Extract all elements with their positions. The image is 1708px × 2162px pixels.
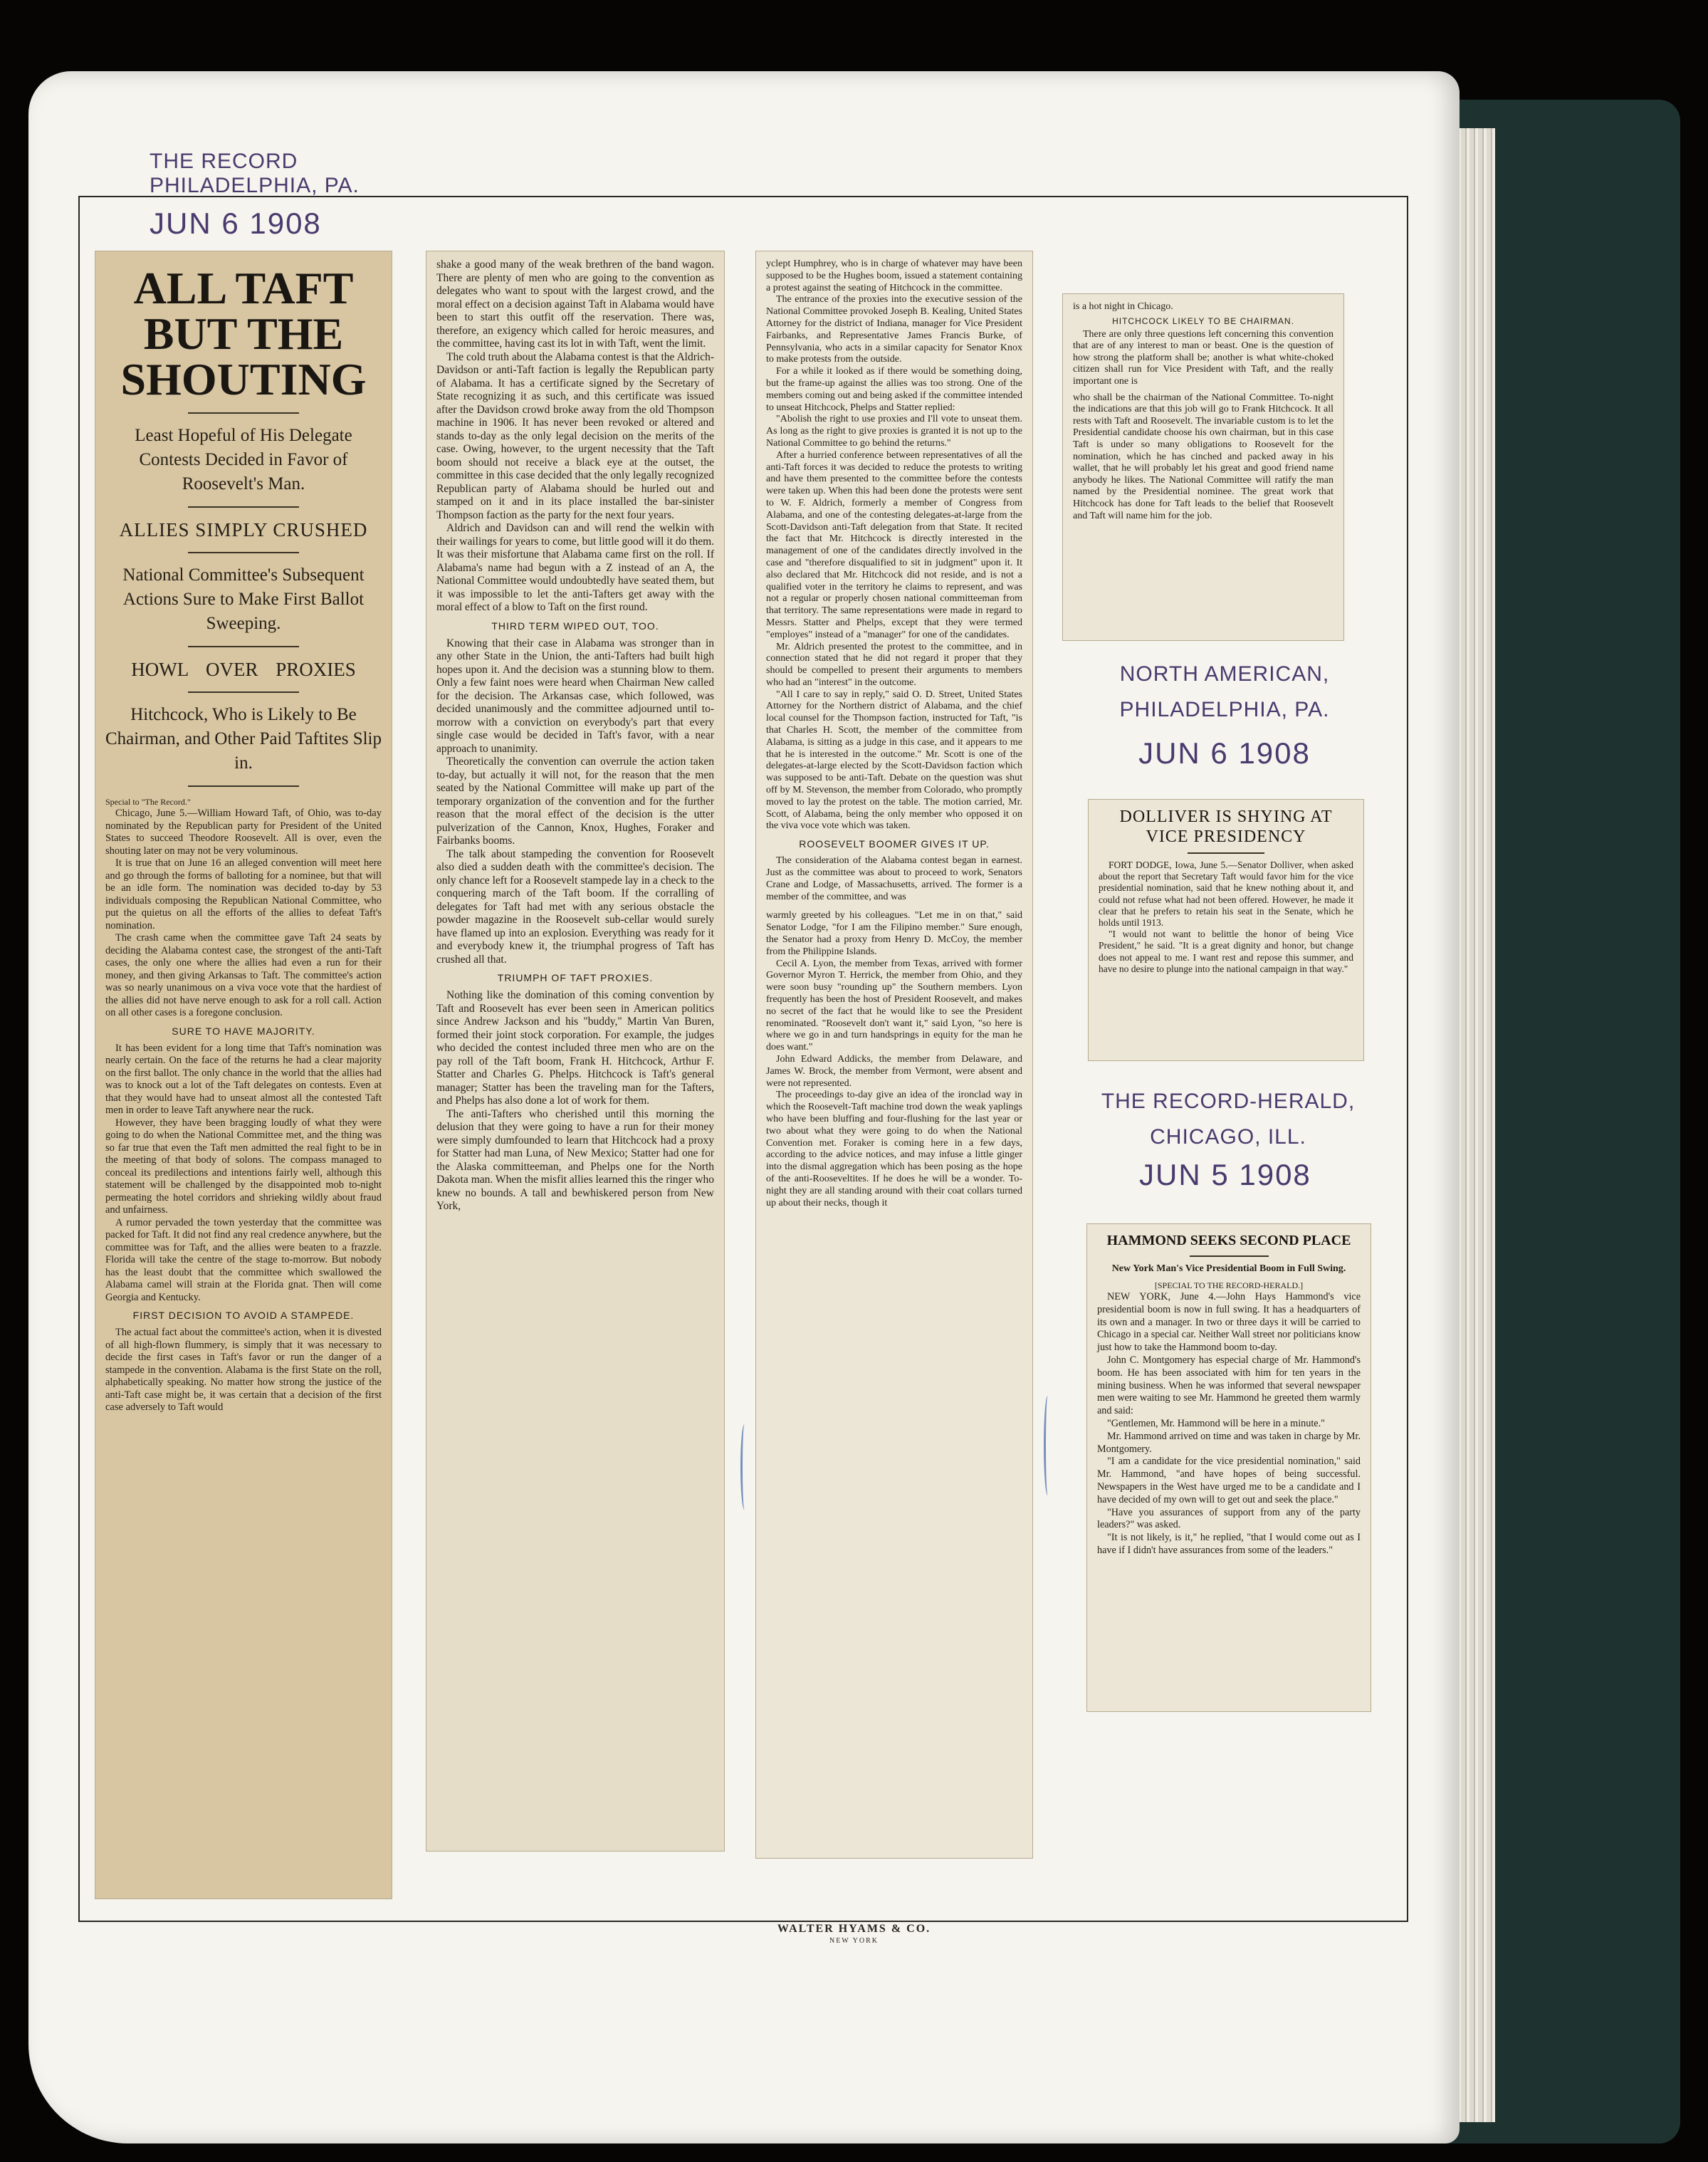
article-paragraph: yclept Humphrey, who is in charge of whatever may have been supposed to be the Hughes boom, issued a statement containing a protest against the seating of Hitchcock in the committee. xyxy=(766,258,1022,293)
clipping-column-3 xyxy=(755,251,1033,1859)
byline: [SPECIAL TO THE RECORD-HERALD.] xyxy=(1154,1280,1304,1290)
stamp-north-american xyxy=(1096,662,1353,772)
article-paragraph: The talk about stampeding the convention for Roosevelt also died a sudden death with the committee's decision. The only chance left for a Roosevelt stampede lay in a check to the conquering march of the Taft boom. If the corralling of delegates for Taft had met with any serious obstacle the powder magazine in the Roosevelt sub-cellar would surely have flamed up into an explosion. Everything was ready for it and everybody knew it, the triumphal progress of Taft has crushed all that. xyxy=(436,847,714,966)
publisher-imprint xyxy=(0,1923,1708,1945)
article-paragraph: "It is not likely, is it," he replied, "that I would come out as I have if I didn't have assurances from some of the leaders." xyxy=(1097,1532,1361,1556)
article-paragraph: It has been evident for a long time that Taft's nomination was nearly certain. On the face of the returns he had a clear majority on the first ballot. The only chance in the world that the allies had was to knock out a lot of the Taft delegates on contests. Even at that they would have had to unseat almost all the contested Taft men in order to leave Taft anywhere near the ruck. xyxy=(105,1042,382,1116)
article-paragraph: Aldrich and Davidson can and will rend the welkin with their wailings for years to come, but little good will it do them. It was their misfortune that Alabama came first on the roll. If Alabama's name had begun with a Z instead of an A, the National Committee would undoubtedly have seated them, but it was impossible to let the anti-Tafters get away with the moral effect of a blow to Taft on the first round. xyxy=(436,522,715,613)
article-paragraph: FORT DODGE, Iowa, June 5.—Senator Dolliver, when asked about the report that Secretary Taft would favor him for the vice presidential nomination, said that he knew nothing about it, and could not refuse what had not been offered. However, he made it clear that he prefers to retain his seat in the Senate, which he holds until 1913. xyxy=(1099,860,1353,929)
article-paragraph: There are only three questions left concerning this convention that are of any interest to man or beast. One is the question of how strong the platform shall be; another is what white-choked citizen shall run for Vice President with Taft, and the really important one is xyxy=(1073,328,1334,387)
article-paragraph: "I would not want to belittle the honor of being Vice President," he said. "It is a great dignity and honor, but change does not appeal to me. I want rest and repose this summer, and have no desire to plunge into the national campaign in that way." xyxy=(1099,929,1353,974)
stamp-date: JUN 5 1908 xyxy=(1139,1158,1311,1191)
divider xyxy=(1190,1255,1269,1257)
article-paragraph: "Gentlemen, Mr. Hammond will be here in a minute." xyxy=(1107,1417,1325,1429)
stamp-publication: THE RECORD-HERALD, xyxy=(1101,1090,1356,1113)
divider xyxy=(188,412,298,414)
stamp-city: PHILADELPHIA, PA. xyxy=(1119,698,1330,721)
stamp-record-herald xyxy=(1089,1090,1367,1194)
article-paragraph: shake a good many of the weak brethren of the band wagon. There are plenty of men who are going to the convention as delegates who want to spout with the largest crowd, and the moral effect on a decision against Taft in Alabama would have been to start this outfit off the reservation. There was, therefore, an exigency which called for heroic measures, and the committee, having cast its lot in with Taft, went the limit. xyxy=(436,258,714,350)
clipping-hammond xyxy=(1086,1223,1371,1712)
article-paragraph: warmly greeted by his colleagues. "Let me in on that," said Senator Lodge, "for I am the Filipino member." Sure enough, the Senator had a proxy from Henry D. McCoy, the member from the Philippine Islands. xyxy=(766,910,1022,957)
article-paragraph: Theoretically the convention can overrule the action taken to-day, but actually it will not, for the reason that the men seated by the National Committee will make up part of the temporary organization of the convention and for the further reason that the moral effect of the decision is the utter pulverization of the Cannon, Knox, Hughes, Foraker and Fairbanks booms. xyxy=(436,756,714,847)
article-paragraph: However, they have been bragging loudly of what they were going to do when the National Committee met, and the thing was so far true that even the Taft men admitted the real fight to be in the meeting of that body of solons. The compass managed to conceal its predilections and intentions fairly well, although this statement will be challenged by the disappointed mob to-night permeating the hotel corridors and shrieking wildly about fraud and unfairness. xyxy=(105,1117,382,1216)
deck: National Committee's Subsequent Actions Sure to Make First Ballot Sweeping. xyxy=(122,565,365,633)
stamp-publication: THE RECORD xyxy=(150,150,298,173)
article-paragraph: Knowing that their case in Alabama was stronger than in any other State in the Union, the anti-Tafters had built high hopes upon it. And the decision was a stunning blow to them. Only a few faint noes were heard when Chairman New called for the decision. The Arkansas case, which followed, was decided unanimously and the committee adjourned until to-morrow with a conviction on everybody's part that every single case would be decided in Taft's favor, with a near approach to unanimity. xyxy=(436,637,714,755)
subheading: SURE TO HAVE MAJORITY. xyxy=(172,1025,315,1037)
divider xyxy=(188,552,298,553)
publisher-city: NEW YORK xyxy=(829,1937,879,1945)
clipping-all-taft xyxy=(95,251,392,1899)
pencil-mark xyxy=(740,1424,748,1510)
article-paragraph: The crash came when the committee gave Taft 24 seats by deciding the Alabama contest case, the strongest of the anti-Taft cases, the only one where the allies had even a run for their money, and then giving Arkansas to Taft. The committee's action was so nearly unanimous on a viva voce vote that the hardiest of the allies did not have nerve enough to ask for a roll call. Action on all other cases is a foregone conclusion. xyxy=(105,932,382,1018)
stamp-publication: NORTH AMERICAN, xyxy=(1119,662,1330,686)
article-paragraph: "Abolish the right to use proxies and I'll vote to unseat them. As long as the right to give proxies is granted it is not up to the National Committee to go behind the returns." xyxy=(766,414,1022,449)
deck: New York Man's Vice Presidential Boom in Full Swing. xyxy=(1111,1263,1346,1274)
article-paragraph: The actual fact about the committee's action, when it is divested of all high-flown flummery, is simply that it was necessary to decide the first cases in Taft's favor or run the danger of a stampede in the convention. Alabama is the first State on the roll, alphabetically speaking. No matter how strong the justice of the anti-Taft case might be, it was certain that a decision of the first case adversely to Taft would xyxy=(105,1327,382,1413)
article-paragraph: John Edward Addicks, the member from Delaware, and James W. Brock, the member from Vermont, were absent and were not represented. xyxy=(766,1054,1022,1089)
article-paragraph: "All I care to say in reply," said O. D. Street, United States Attorney for the Northern district of Alabama, and the chief local counsel for the Thompson faction, instructed for Taft, "is that Charles H. Scott, the member of the committee from Alabama, is sitting as a judge in this case, and it appears to me that he is interested in the outcome." Mr. Scott is one of the delegates-at-large elected by the Scott-Davidson faction which was supposed to be anti-Taft. Debate on the question was shut off by M. Stevenson, the member from Colorado, who promptly moved to lay the protest on the table. The motion carried, Mr. Scott, of Alabama, being the only member who opposed it on the viva voce vote which was taken. xyxy=(766,689,1022,832)
article-paragraph: A rumor pervaded the town yesterday that the committee was packed for Taft. It did not find any real credence anywhere, but the committee was for Taft, and the allies were beaten to a frazzle. Florida will take the centre of the stage to-morrow. But nobody has the least doubt that the committee which swallowed the Alabama camel will strain at the Florida gnat. Then will come Georgia and Kentucky. xyxy=(105,1216,382,1303)
divider xyxy=(188,691,298,693)
headline: HAMMOND SEEKS SECOND PLACE xyxy=(1106,1233,1351,1248)
deck: Least Hopeful of His Delegate Contests Decided in Favor of Roosevelt's Man. xyxy=(135,426,352,494)
article-paragraph: Mr. Hammond arrived on time and was taken in charge by Mr. Montgomery. xyxy=(1097,1430,1361,1455)
stamp-city: PHILADELPHIA, PA. xyxy=(150,174,360,197)
article-paragraph: John C. Montgomery has especial charge of Mr. Hammond's boom. He has been associated with him for ten years in the mining business. When he was informed that several newspaper men were waiting to see Mr. Hammond he greeted them warmly and said: xyxy=(1097,1354,1361,1417)
article-paragraph: "Have you assurances of support from any of the party leaders?" was asked. xyxy=(1097,1506,1361,1531)
deck: HOWL OVER PROXIES xyxy=(131,659,356,680)
article-paragraph: NEW YORK, June 4.—John Hays Hammond's vice presidential boom is now in full swing. It has a headquarters of its own and a manager. In two or three days it will be carried to Chicago in a special car. Neither Wall street nor politicians know just how to take the Hammond boom to-day. xyxy=(1097,1291,1361,1354)
article-paragraph: It is true that on June 16 an alleged convention will meet here and go through the forms of balloting for a nominee, but that will be an idle form. The nomination was decided to-day by 53 individuals composing the Republican National Committee, who put the quietus on all the efforts of the allies to defeat Taft's nomination. xyxy=(105,857,382,931)
article-paragraph: Nothing like the domination of this coming convention by Taft and Roosevelt has ever been seen in American politics since Andrew Jackson and his "buddy," Martin Van Buren, formed their joint stock corporation. For example, the judges who decided the contest included three men who are on the pay roll of the Taft boom, Frank H. Hitchcock, Arthur F. Statter and Charles G. Phelps. Hitchcock is Taft's general manager; Statter has been the traveling man for the Tafters, and Phelps has also done a lot of work for them. xyxy=(436,989,714,1107)
pencil-mark xyxy=(1044,1396,1052,1495)
divider xyxy=(188,646,298,647)
article-paragraph: The consideration of the Alabama contest began in earnest. Just as the committee was about to proceed to work, Senators Crane and Lodge, of Massachusetts, arrived. The former is a member of the committee, and was xyxy=(766,855,1022,902)
subheading: THIRD TERM WIPED OUT, TOO. xyxy=(491,620,659,632)
article-paragraph: is a hot night in Chicago. xyxy=(1073,301,1173,312)
article-paragraph: who shall be the chairman of the National Committee. To-night the indications are that this job will go to Frank Hitchcock. It all rests with Taft and Roosevelt. The invariable custom is to let the Presidential candidate choose his own chairman, but in this case Taft is under so many obligations to Roosevelt for the nomination, which he has cinched and packed away in his wallet, that he will probably let his great and good friend name anybody he likes. The National Committee will ratify the man named by the Presidential nominee. The great work that Hitchcock has done for Taft leads to the belief that Roosevelt and Taft will name him for the job. xyxy=(1073,392,1334,521)
clipping-dolliver xyxy=(1088,799,1364,1061)
byline: Special to "The Record." xyxy=(105,797,191,807)
divider xyxy=(188,506,298,508)
subheading: HITCHCOCK LIKELY TO BE CHAIRMAN. xyxy=(1112,315,1294,326)
clipping-column-4 xyxy=(1062,293,1344,641)
article-paragraph: The cold truth about the Alabama contest is that the Aldrich-Davidson or anti-Taft faction is legally the Republican party of Alabama. It has a certificate signed by the Secretary of State recognizing it as such, and this certificate was issued after the Davidson crowd broke away from the old Thompson machine in 1906. It has never been revoked or altered and stands to-day as the only legal decision on the merits of the case. Owing, however, to the urgent necessity that the Taft boom should not receive a black eye at the outset, the committee in this case decided that the only legally recognized Republican party of Alabama should be hurled out and stamped on it and in its place installed the bar-sinister Thompson faction as the party for the next four years. xyxy=(436,350,714,521)
subheading: FIRST DECISION TO AVOID A STAMPEDE. xyxy=(132,1310,355,1321)
clipping-column-2 xyxy=(426,251,725,1852)
article-paragraph: The anti-Tafters who cherished until this morning the delusion that they were going to have a run for their money were simply dumfounded to learn that Hitchcock had a proxy for Statter had man Luna, of New Mexico; Statter had one for the Alaska committeeman, and Phelps one for the North Dakota man. When the misfit allies learned this the ringer who knew no bounds. A tall and bewhiskered person from New York, xyxy=(436,1107,714,1212)
deck: ALLIES SIMPLY CRUSHED xyxy=(119,519,368,540)
article-paragraph: The proceedings to-day give an idea of the ironclad way in which the Roosevelt-Taft machine trod down the weak yaplings who have been bluffing and four-flushing for the last year or two about what they were going to do when the National Convention met. Foraker is coming here in a few days, according to the advice notices, and may infuse a little ginger into the dismal aggregation which has been posing as the hope of the anti-Rooseveltites. If he does he will be a wonder. To-night they are all standing around with their coat collars turned up about their necks, though it xyxy=(766,1090,1022,1208)
divider xyxy=(188,785,298,787)
article-paragraph: Chicago, June 5.—William Howard Taft, of Ohio, was to-day nominated by the Republican party for President of the United States to succeed Theodore Roosevelt. All is over, even the shouting later on may not be very voluminous. xyxy=(105,808,382,857)
subheading: ROOSEVELT BOOMER GIVES IT UP. xyxy=(799,838,990,850)
subheading: TRIUMPH OF TAFT PROXIES. xyxy=(497,972,654,983)
article-paragraph: Cecil A. Lyon, the member from Texas, arrived with former Governor Myron T. Herrick, the member from Ohio, and they were soon busy "rounding up" the Southern members. Lyon frequently has been the host of President Roosevelt, and makes no secret of the fact that he would like to see the President renominated. "Roosevelt don't want it," said Lyon, "so here is where we go in and turn handsprings in equity for the man he does want." xyxy=(766,958,1022,1053)
stamp-date: JUN 6 1908 xyxy=(150,207,322,240)
publisher-name: WALTER HYAMS & CO. xyxy=(777,1923,931,1935)
headline: DOLLIVER IS SHYING AT VICE PRESIDENCY xyxy=(1119,808,1333,846)
divider xyxy=(1188,852,1264,854)
article-paragraph: For a while it looked as if there would be something doing, but the frame-up against the allies was too strong. One of the members coming out and being asked if the committee intended to unseat Hitchcock, Phelps and Statter replied: xyxy=(766,366,1022,413)
deck: Hitchcock, Who is Likely to Be Chairman, and Other Paid Taftites Slip in. xyxy=(105,705,382,773)
article-paragraph: "I am a candidate for the vice presidential nomination," said Mr. Hammond, "and have hopes of being successful. Newspapers in the West have urged me to be a candidate and I have decided of my own will to get out and seek the place." xyxy=(1097,1456,1361,1505)
article-paragraph: The entrance of the proxies into the executive session of the National Committee provoked Joseph B. Kealing, United States Attorney for the district of Indiana, manager for Vice President Fairbanks, and Representative James Francis Burke, of Pennsylvania, who acts in a similar capacity for Senator Knox to make protests from the outside. xyxy=(766,294,1022,365)
stamp-the-record xyxy=(150,150,363,242)
stamp-city: CHICAGO, ILL. xyxy=(1150,1125,1306,1149)
article-paragraph: Mr. Aldrich presented the protest to the committee, and in connection stated that he did not regard it proper that they should be compelled to present their arguments to members who had an "interest" in the outcome. xyxy=(766,641,1022,688)
stamp-date: JUN 6 1908 xyxy=(1138,736,1311,770)
headline: ALL TAFT BUT THE SHOUTING xyxy=(120,263,367,404)
article-paragraph: After a hurried conference between representatives of all the anti-Taft forces it was decided to reduce the protests to writing and have them presented to the committee before the contests were taken up. When this had been done the protests were sent to W. F. Aldrich, formerly a member of Congress from Alabama, and one of the contesting delegates-at-large from the Scott-Davidson anti-Taft delegation from that State. It recited the fact that Mr. Hitchcock is directly interested in the management of one of the candidates directly involved in the case and "therefore disqualified to sit in judgment" upon it. It also declared that Mr. Hitchcock did not reside, and is not a qualified voter in the territory he claims to represent, and was not a regular or properly chosen national committeeman from that territory. The same representations were made in regard to Messrs. Statter and Phelps, except that they were termed "employes" instead of a "manager" for one of the candidates. xyxy=(766,449,1022,640)
